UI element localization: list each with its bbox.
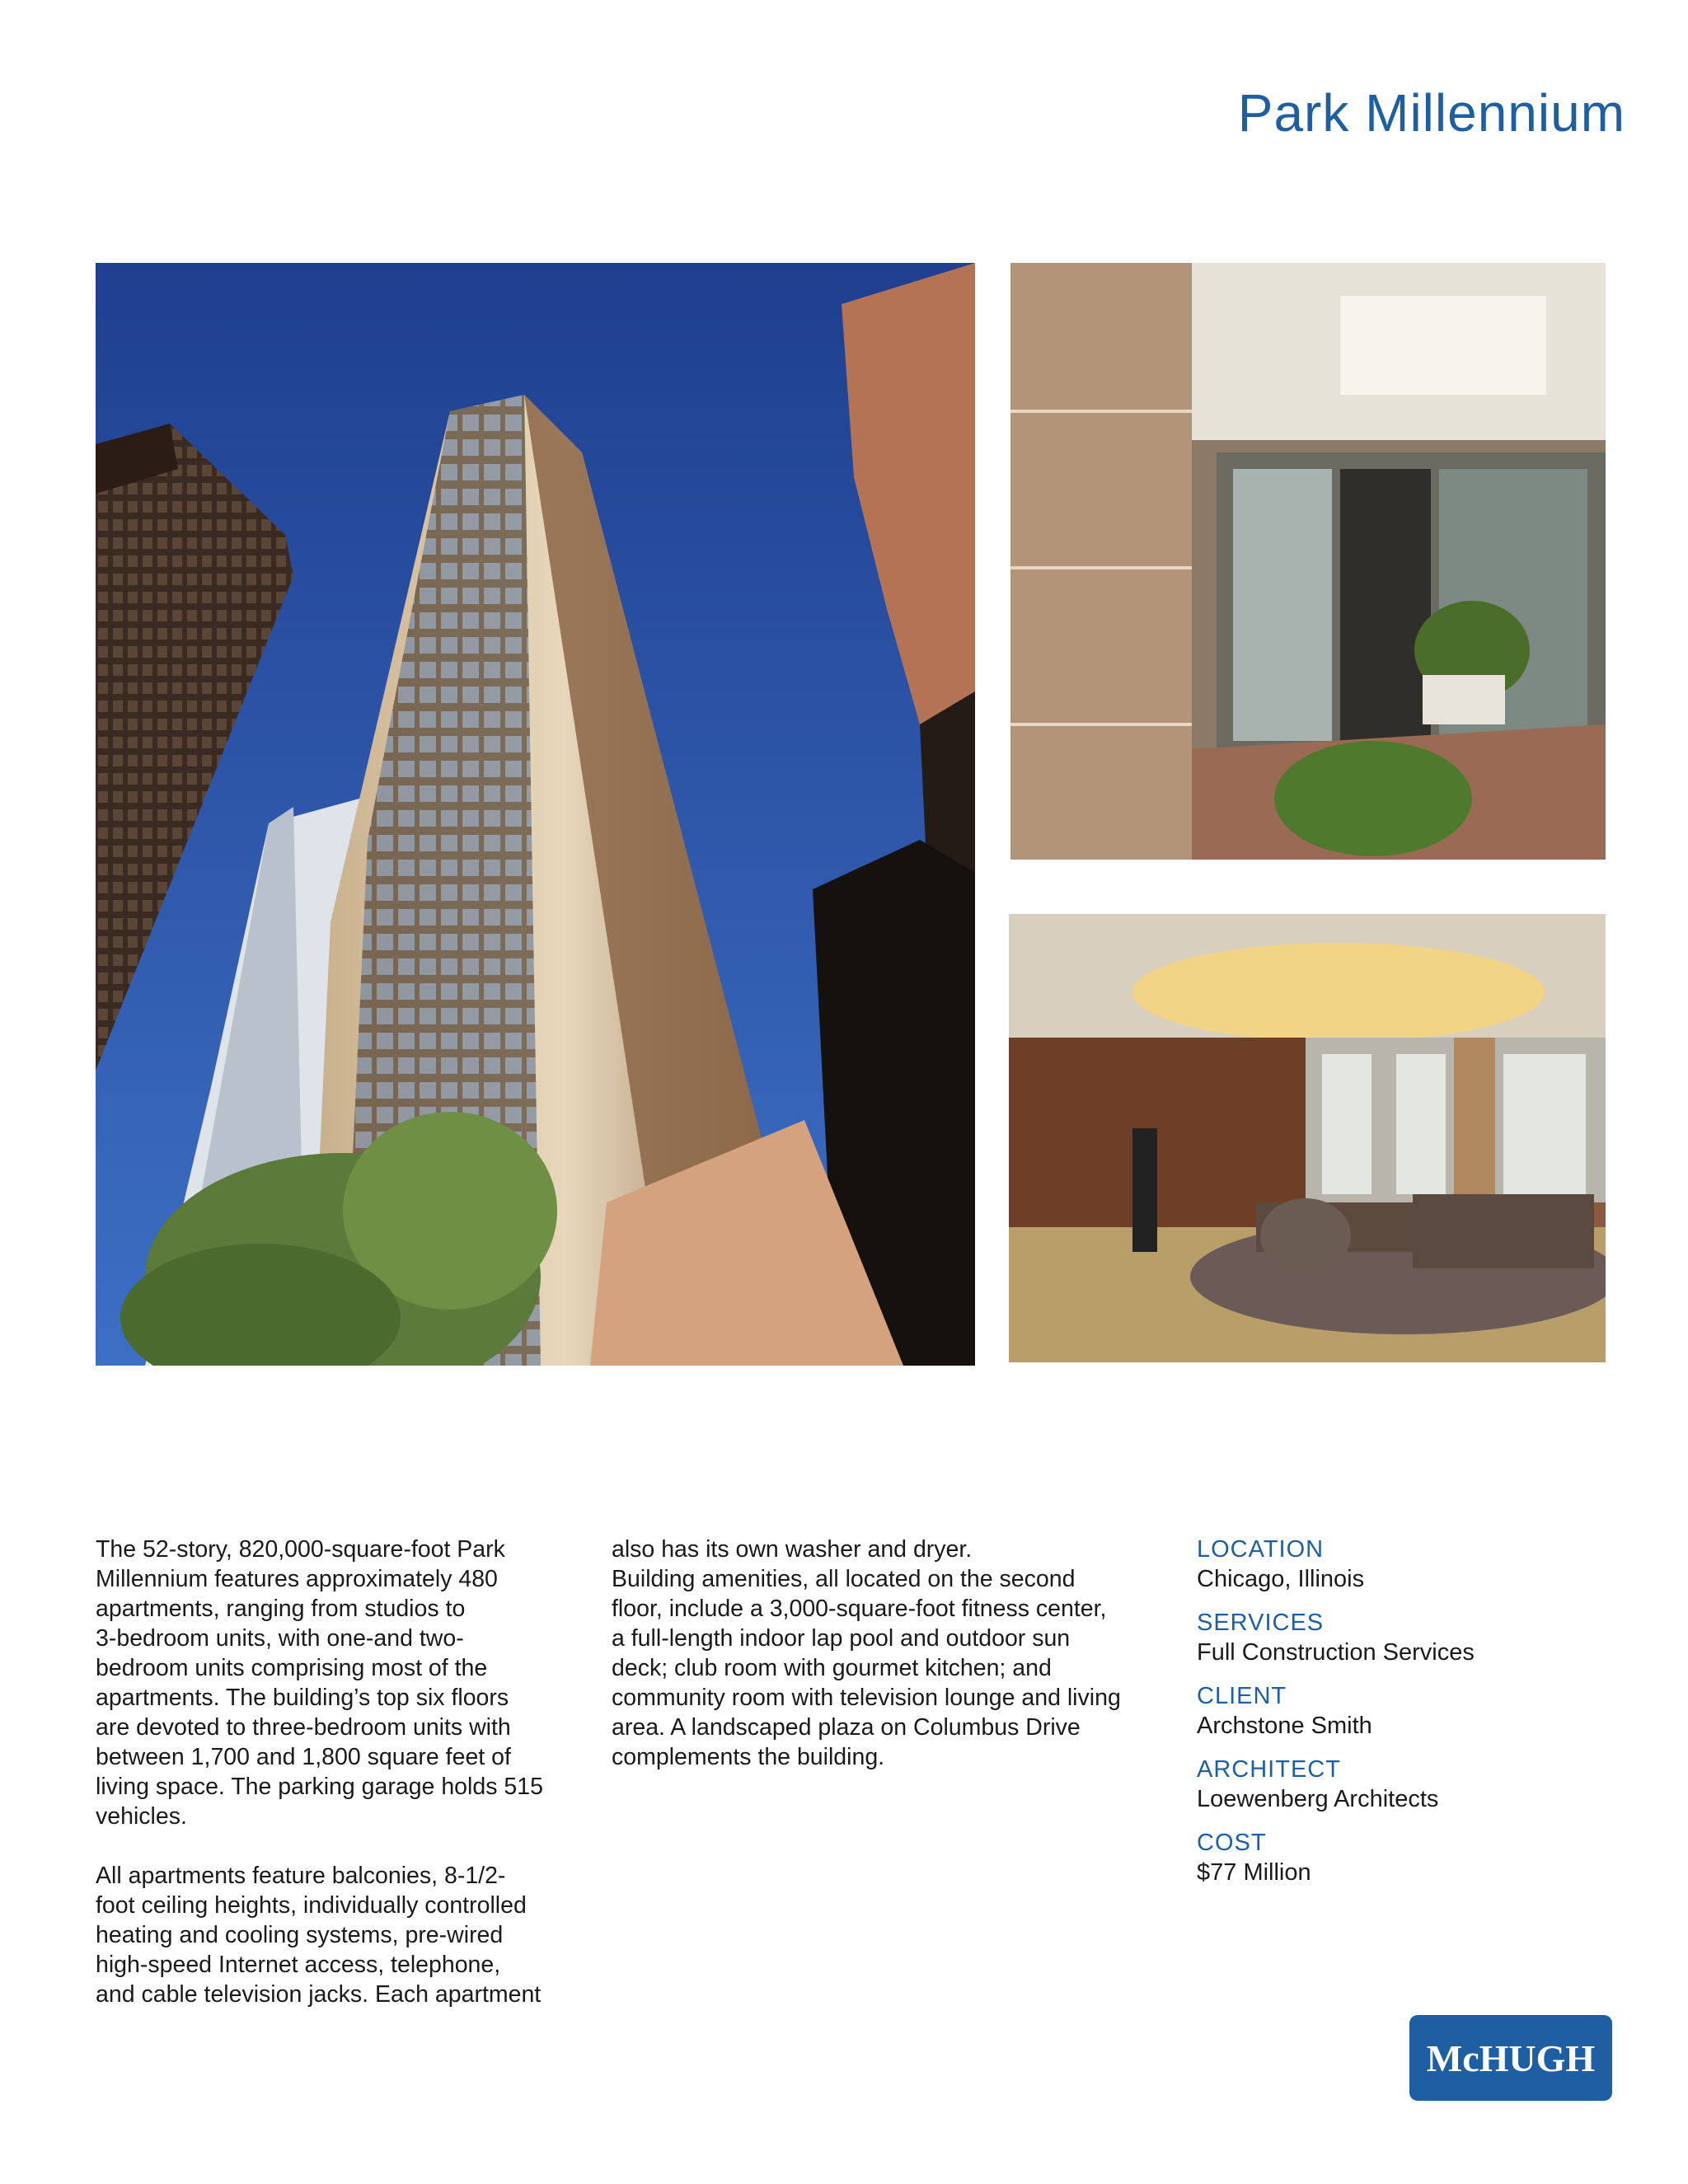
tower-photo <box>96 263 975 1366</box>
entrance-photo <box>1010 263 1606 860</box>
description-column-2 <box>612 1535 1156 1772</box>
fact-label: COST <box>1197 1830 1267 1856</box>
mchugh-logo: McHUGH <box>1409 2015 1612 2101</box>
fact-value: Loewenberg Architects <box>1197 1786 1439 1812</box>
fact-architect <box>1197 1755 1625 1814</box>
project-facts <box>1197 1535 1625 1901</box>
description-paragraph-1: The 52-story, 820,000-square-foot Park Millennium features approximately 480 apartments, ranging from studios to 3-bedroom units, with one-and two- bedroom units comprising most of the apartments. The building’s top six floors are devoted to three-bedroom units with between 1,700 and 1,800 square feet of living space. The parking garage holds 515 vehicles. <box>96 1536 543 1830</box>
description-paragraph-2: All apartments feature balconies, 8-1/2- foot ceiling heights, individually controlled heating and cooling systems, pre-wired high-speed Internet access, telephone, and cable television jacks. Each apartment <box>96 1863 542 2008</box>
entrance-photo-illustration <box>1010 263 1606 860</box>
fact-label: ARCHITECT <box>1197 1756 1341 1783</box>
fact-label: LOCATION <box>1197 1536 1325 1563</box>
fact-client <box>1197 1681 1625 1741</box>
description-column-1 <box>96 1535 574 2009</box>
fact-value: $77 Million <box>1197 1859 1311 1886</box>
lobby-photo <box>1009 914 1606 1362</box>
fact-label: SERVICES <box>1197 1610 1325 1636</box>
fact-value: Chicago, Illinois <box>1197 1566 1365 1592</box>
fact-value: Archstone Smith <box>1197 1713 1372 1739</box>
tower-photo-illustration <box>96 263 975 1366</box>
lobby-photo-illustration <box>1009 914 1606 1362</box>
description-paragraph-3: also has its own washer and dryer. Building amenities, all located on the second floor, include a 3,000-square-foot fitness center, a full-length indoor lap pool and outdoor sun deck; club room with gourmet kitchen; and community room with television lounge and living area. A landscaped plaza on Columbus Drive complements the building. <box>612 1536 1121 1770</box>
fact-value: Full Construction Services <box>1197 1639 1475 1666</box>
fact-services <box>1197 1608 1625 1667</box>
page-title: Park Millennium <box>1237 83 1625 143</box>
fact-location <box>1197 1535 1625 1594</box>
fact-label: CLIENT <box>1197 1683 1287 1709</box>
fact-cost <box>1197 1828 1625 1887</box>
